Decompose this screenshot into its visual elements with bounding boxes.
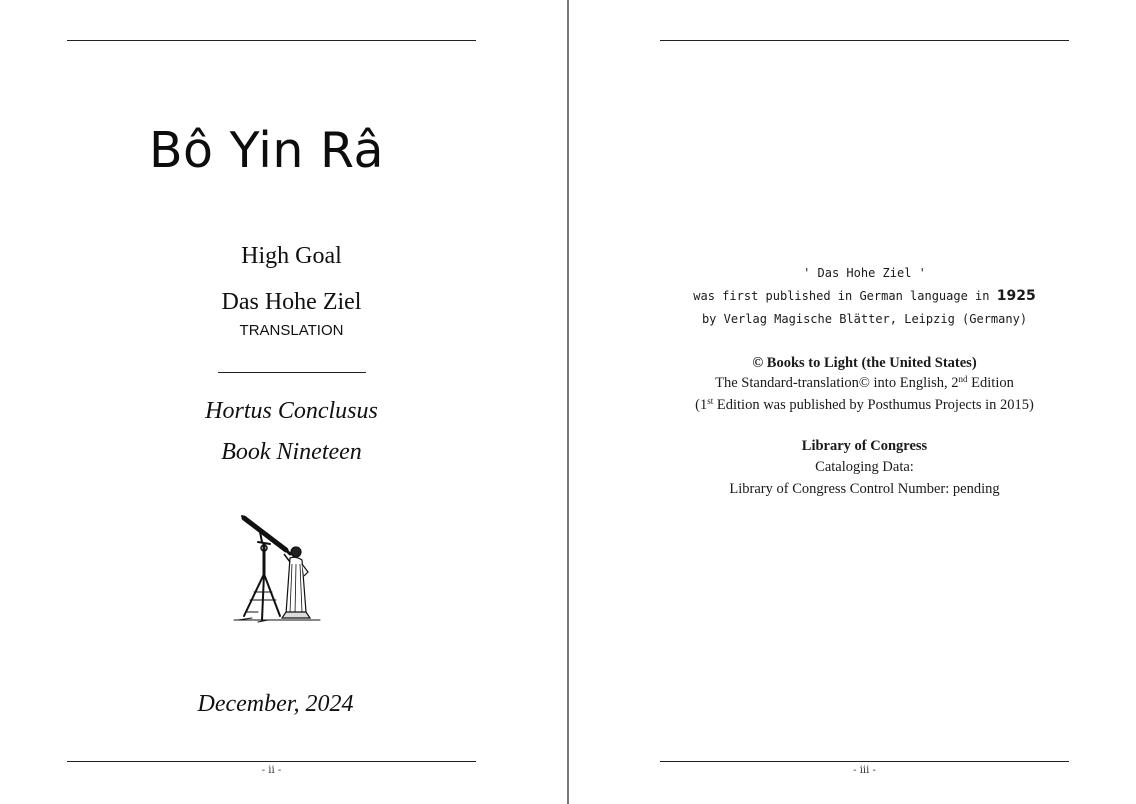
first-published-text: was first published in German language in: [693, 289, 990, 303]
translation-edition-text: The Standard-translation© into English, 2: [715, 375, 959, 391]
book-number: Book Nineteen: [221, 439, 362, 465]
spread-divider: [567, 0, 569, 804]
imprint-page: [660, 0, 1069, 804]
first-edition-text: Edition was published by Posthumus Projects in 2015): [713, 397, 1034, 413]
control-number-line: Library of Congress Control Number: pending: [729, 481, 1000, 497]
german-title: Das Hohe Ziel: [221, 289, 362, 315]
first-published-line: [660, 288, 1069, 304]
library-heading: Library of Congress: [801, 438, 928, 454]
translation-label: TRANSLATION: [239, 322, 344, 339]
translation-edition-line: [660, 375, 1069, 392]
edition-ordinal-suffix: nd: [958, 374, 968, 384]
page-number: - iii -: [853, 765, 876, 776]
title-page: [67, 0, 476, 804]
first-published-year: 1925: [996, 288, 1036, 304]
footer-rule: [660, 761, 1069, 762]
header-rule: [67, 40, 476, 41]
first-edition-open: (1: [695, 397, 708, 413]
english-title: High Goal: [241, 243, 342, 269]
original-title: ' Das Hohe Ziel ': [803, 266, 926, 280]
copyright-line: © Books to Light (the United States): [752, 355, 977, 371]
header-rule: [660, 40, 1069, 41]
astronomer-with-telescope-icon: [232, 512, 324, 624]
first-edition-ordinal-suffix: st: [707, 396, 714, 406]
translation-edition-tail: Edition: [967, 375, 1014, 391]
cataloging-label: Cataloging Data:: [815, 459, 914, 475]
title-separator-rule: [218, 372, 366, 373]
footer-rule: [67, 761, 476, 762]
page-number: - ii -: [261, 765, 282, 776]
publisher-line: by Verlag Magische Blätter, Leipzig (Germany): [701, 312, 1028, 326]
first-edition-line: [660, 397, 1069, 414]
series-name: Hortus Conclusus: [205, 398, 378, 424]
publication-date: December, 2024: [197, 691, 354, 717]
author-name: Bô Yin Râ: [148, 122, 385, 179]
